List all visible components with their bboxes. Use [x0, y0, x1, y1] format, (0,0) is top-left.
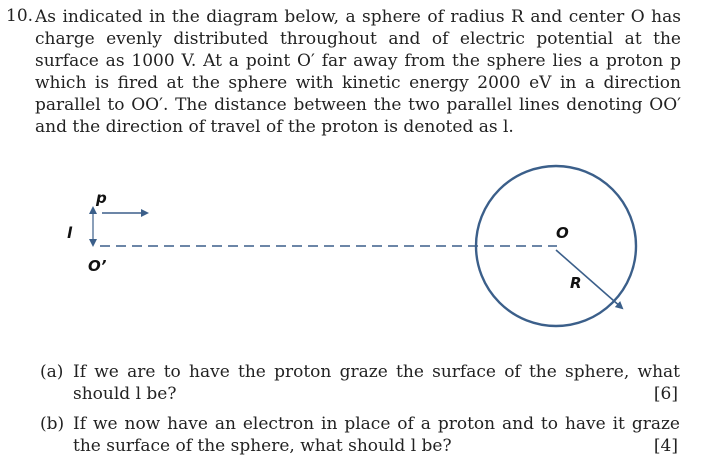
part-a	[40, 361, 680, 405]
sphere-diagram	[0, 150, 708, 355]
label-proton: p	[96, 189, 107, 207]
part-b-text: If we now have an electron in place of a proton and to have it graze the surface of the sphere, what should l be?	[73, 414, 680, 456]
question-text: As indicated in the diagram below, a sphere of radius R and center O has charge evenly distributed throughout and of electric potential at the surface as 1000 V. At a point O′ far away from the sphere lies a proton p which is fired at the sphere with kinetic energy 2000 eV in a direction parallel to OO′. The distance between the two parallel lines denoting OO′ and the direction of travel of the proton is denoted as l.	[35, 7, 681, 137]
part-b-label: (b)	[40, 414, 65, 434]
part-b-marks: [4]	[653, 436, 678, 456]
radius-arrow	[556, 250, 622, 308]
label-center: O	[556, 224, 569, 242]
part-a-text: If we are to have the proton graze the surface of the sphere, what should l be?	[73, 362, 680, 404]
label-radius: R	[570, 274, 582, 292]
question-number: 10.	[6, 6, 34, 26]
part-a-label: (a)	[40, 362, 64, 382]
part-b	[40, 413, 680, 457]
label-distance-l: l	[67, 224, 73, 242]
label-origin-far: O’	[88, 257, 107, 275]
part-a-marks: [6]	[653, 384, 678, 404]
